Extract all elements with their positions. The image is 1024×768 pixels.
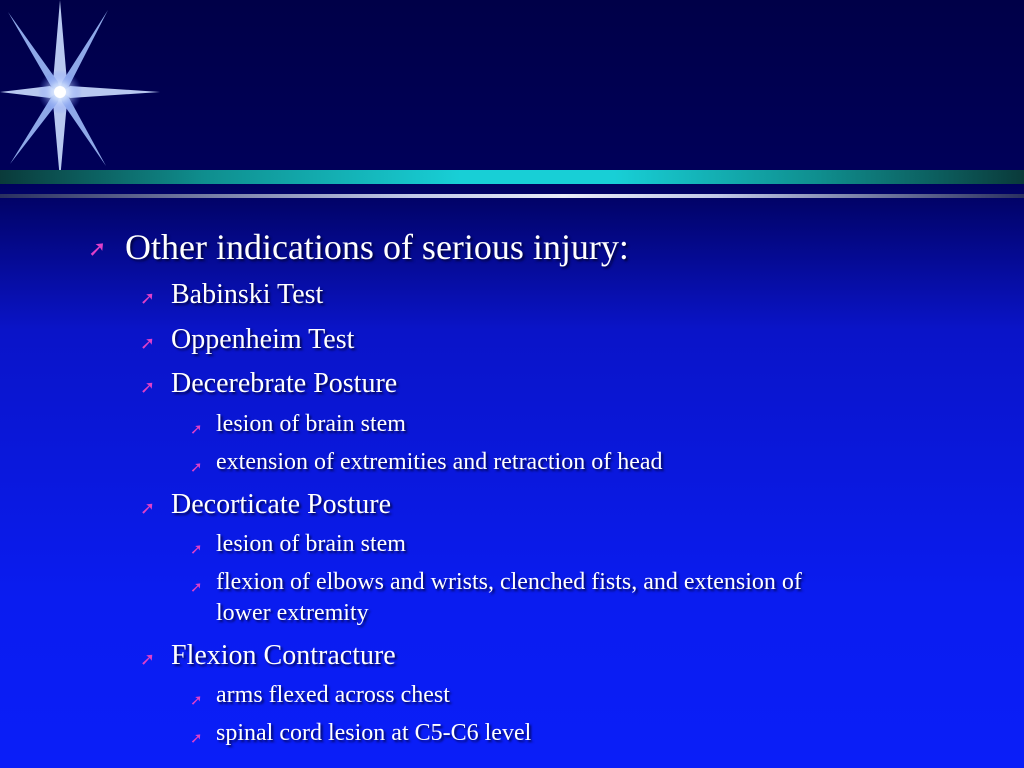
arrow-up-right-icon: ➚ (140, 377, 156, 398)
list-subitem: lesion of brain stem (216, 531, 406, 557)
arrow-up-right-icon: ➚ (190, 729, 203, 747)
arrow-up-right-icon: ➚ (88, 237, 107, 262)
starburst-icon (0, 0, 170, 180)
list-item: Flexion Contracture (171, 640, 396, 671)
list-item: Decerebrate Posture (171, 368, 398, 399)
arrow-up-right-icon: ➚ (190, 540, 203, 558)
arrow-up-right-icon: ➚ (140, 498, 156, 519)
list-subitem: flexion of elbows and wrists, clenched fists, and extension of (216, 569, 802, 595)
arrow-up-right-icon: ➚ (140, 649, 156, 670)
arrow-up-right-icon: ➚ (190, 691, 203, 709)
list-item: Decorticate Posture (171, 489, 392, 520)
arrow-up-right-icon: ➚ (190, 420, 203, 438)
arrow-up-right-icon: ➚ (190, 458, 203, 476)
title-divider (0, 194, 1024, 198)
arrow-up-right-icon: ➚ (140, 333, 156, 354)
list-item: Babinski Test (171, 279, 324, 310)
list-heading: Other indications of serious injury: (125, 227, 629, 267)
list-subitem: arms flexed across chest (216, 682, 450, 708)
list-subitem: extension of extremities and retraction of head (216, 449, 663, 475)
list-item: Oppenheim Test (171, 324, 355, 355)
list-subitem: lesion of brain stem (216, 411, 406, 437)
list-subitem: spinal cord lesion at C5-C6 level (216, 720, 532, 746)
list-subitem-continuation: lower extremity (216, 600, 369, 626)
arrow-up-right-icon: ➚ (190, 578, 203, 596)
arrow-up-right-icon: ➚ (140, 288, 156, 309)
title-band (0, 170, 1024, 184)
